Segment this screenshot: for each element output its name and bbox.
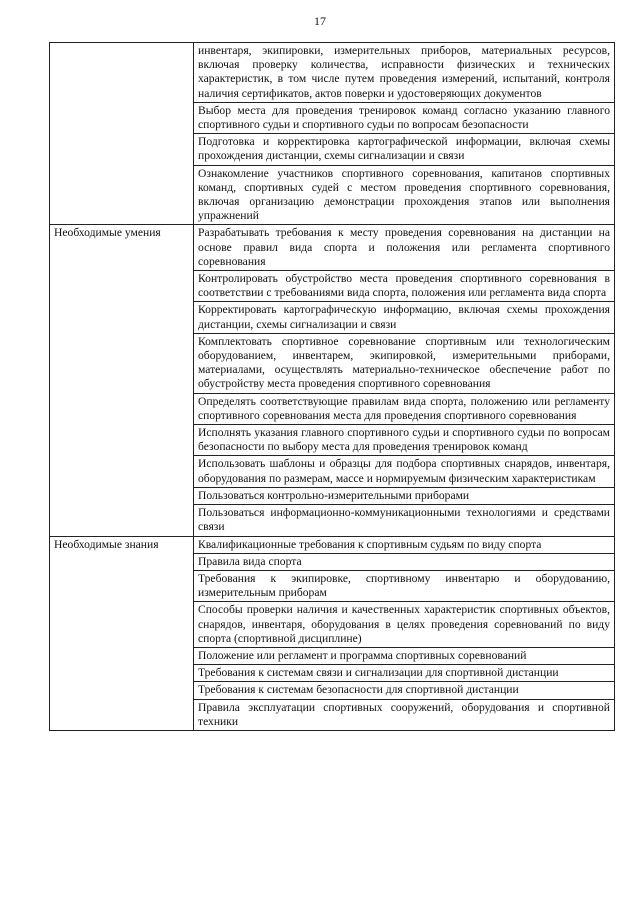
table-row bbox=[50, 536, 615, 553]
skill-text: Исполнять указания главного спортивного судьи и спортивного судьи по вопросам безопасности по выбору места для проведения тренировок команд bbox=[194, 425, 615, 456]
page-number: 17 bbox=[314, 14, 326, 28]
requirement-text: Ознакомление участников спортивного соревнования, капитанов спортивных команд, спортивных судей с местом проведения спортивного соревнования, включая организацию демонстрации прохождения этапов или выполнения упражнений bbox=[194, 165, 615, 225]
skill-text: Контролировать обустройство места проведения спортивного соревнования в соответствии с требованиями вида спорта, положения или регламента вида спорта bbox=[194, 271, 615, 302]
skill-text: Пользоваться информационно-коммуникационными технологиями и средствами связи bbox=[194, 505, 615, 536]
knowledge-text: Квалификационные требования к спортивным судьям по виду спорта bbox=[194, 536, 615, 553]
skill-text: Пользоваться контрольно-измерительными приборами bbox=[194, 487, 615, 504]
skill-text: Разрабатывать требования к месту проведения соревнования на дистанции на основе правил вида спорта и положения или регламента спортивного соревнования bbox=[194, 225, 615, 271]
knowledge-text: Требования к экипировке, спортивному инвентарю и оборудованию, измерительным приборам bbox=[194, 570, 615, 601]
knowledge-text: Требования к системам безопасности для спортивной дистанции bbox=[194, 682, 615, 699]
requirement-text: Подготовка и корректировка картографической информации, включая схемы прохождения дистанции, схемы сигнализации и связи bbox=[194, 134, 615, 165]
row-label-skills: Необходимые умения bbox=[50, 225, 194, 536]
skill-text: Корректировать картографическую информацию, включая схемы прохождения дистанции, схемы сигнализации и связи bbox=[194, 302, 615, 333]
skill-text: Использовать шаблоны и образцы для подбора спортивных снарядов, инвентаря, оборудования по размерам, массе и нормируемым физическим характеристикам bbox=[194, 456, 615, 487]
knowledge-text: Правила эксплуатации спортивных сооружений, оборудования и спортивной техники bbox=[194, 699, 615, 730]
knowledge-text: Правила вида спорта bbox=[194, 553, 615, 570]
knowledge-text: Требования к системам связи и сигнализации для спортивной дистанции bbox=[194, 665, 615, 682]
requirements-table bbox=[49, 42, 615, 731]
knowledge-text: Способы проверки наличия и качественных характеристик спортивных объектов, снарядов, инвентаря, оборудования в целях проведения соревнований по виду спорта (спортивной дисциплине) bbox=[194, 602, 615, 648]
skill-text: Комплектовать спортивное соревнование спортивным или технологическим оборудованием, инвентарем, экипировкой, измерительными приборами, материалами, осуществлять материально-техническое обеспечение работ по обустройству места проведения спортивного соревнования bbox=[194, 333, 615, 393]
table-row bbox=[50, 43, 615, 103]
requirement-text: инвентаря, экипировки, измерительных приборов, материальных ресурсов, включая проверку количества, исправности физических и технических характеристик, в том числе путем проведения измерений, испытаний, контроля наличия сертификатов, актов поверки и удостоверяющих документов bbox=[194, 43, 615, 103]
table-row bbox=[50, 225, 615, 271]
row-label-knowledge: Необходимые знания bbox=[50, 536, 194, 730]
knowledge-text: Положение или регламент и программа спортивных соревнований bbox=[194, 647, 615, 664]
skill-text: Определять соответствующие правилам вида спорта, положению или регламенту спортивного соревнования места для проведения спортивного соревнования bbox=[194, 393, 615, 424]
row-label-empty bbox=[50, 43, 194, 225]
requirement-text: Выбор места для проведения тренировок команд согласно указанию главного спортивного судьи и спортивного судьи по вопросам безопасности bbox=[194, 102, 615, 133]
